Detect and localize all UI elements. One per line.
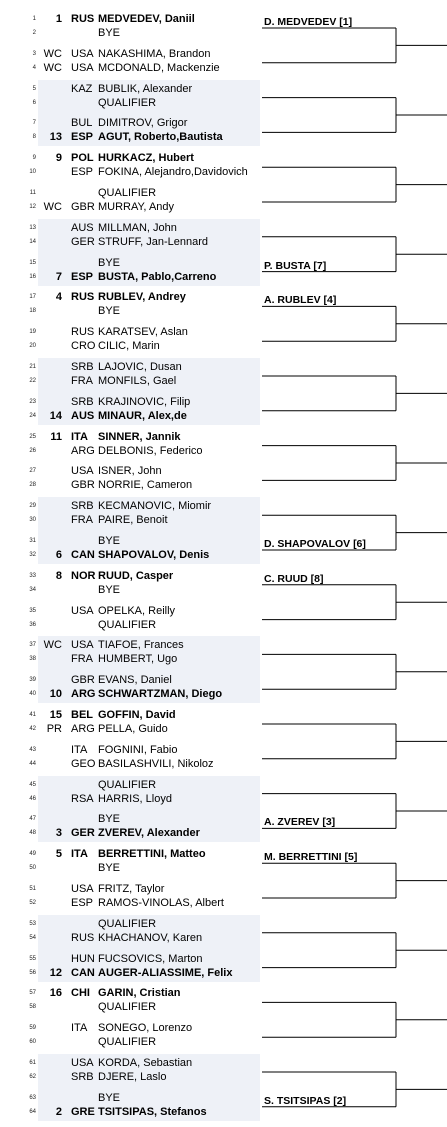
seed-number: 3	[55, 827, 62, 840]
draw-position: 52	[29, 900, 36, 906]
draw-position: 39	[29, 677, 36, 684]
country-code: AUS	[71, 409, 95, 422]
country-code: KAZ	[71, 82, 93, 95]
draw-position: 38	[29, 656, 36, 663]
country-code: ARG	[71, 723, 95, 735]
draw-position: 16	[29, 273, 36, 280]
country-code: GEO	[71, 757, 96, 770]
seed-number: 12	[49, 966, 62, 979]
draw-position: 22	[29, 378, 36, 384]
second-round-entry: C. RUUD [8]	[264, 572, 324, 585]
player-name: BASILASHVILI, Nikoloz	[98, 757, 214, 770]
player-name: BYE	[98, 27, 121, 39]
draw-position: 41	[29, 712, 36, 718]
country-code: GBR	[71, 674, 95, 687]
draw-position: 6	[32, 99, 36, 106]
player-name: RUBLEV, Andrey	[98, 291, 186, 304]
player-name: ISNER, John	[98, 465, 162, 478]
country-code: USA	[71, 465, 94, 478]
seed-number: 10	[49, 688, 62, 701]
player-name: TSITSIPAS, Stefanos	[98, 1105, 207, 1118]
country-code: CAN	[71, 549, 95, 561]
country-code: POL	[71, 152, 94, 165]
player-name: FOKINA, Alejandro,Davidovich	[98, 166, 248, 179]
country-code: GRE	[71, 1105, 95, 1118]
seed-number: 2	[55, 1105, 62, 1118]
second-round-entry: S. TSITSIPAS [2]	[264, 1094, 347, 1107]
player-name: KECMANOVIC, Miomir	[98, 500, 212, 513]
draw-position: 61	[29, 1060, 36, 1066]
player-name: DELBONIS, Federico	[98, 444, 203, 457]
draw-position: 54	[29, 934, 36, 941]
draw-position: 4	[32, 64, 36, 71]
draw-position: 35	[29, 607, 36, 614]
player-name: OPELKA, Reilly	[98, 604, 176, 617]
player-name: DIMITROV, Grigor	[98, 117, 188, 130]
draw-position: 23	[29, 398, 36, 405]
seed-number: 15	[49, 709, 62, 721]
draw-position: 57	[29, 990, 36, 997]
player-name: KARATSEV, Aslan	[98, 326, 188, 339]
player-name: FUCSOVICS, Marton	[98, 952, 203, 965]
country-code: SRB	[71, 500, 94, 513]
player-name: FRITZ, Taylor	[98, 883, 165, 895]
draw-position: 47	[29, 816, 36, 823]
entry-status: WC	[43, 639, 62, 652]
player-name: PELLA, Guido	[98, 723, 168, 735]
player-name: GOFFIN, David	[98, 709, 176, 721]
player-name: MEDVEDEV, Daniil	[98, 13, 195, 25]
country-code: SRB	[71, 395, 94, 408]
player-name: BUSTA, Pablo,Carreno	[98, 270, 217, 283]
country-code: RUS	[71, 291, 95, 304]
seed-number: 13	[49, 131, 62, 144]
entry-status: WC	[43, 201, 62, 213]
entry-status: WC	[43, 61, 62, 74]
draw-position: 32	[29, 552, 36, 558]
country-code: CAN	[71, 966, 95, 979]
country-code: SRB	[71, 361, 94, 373]
country-code: USA	[71, 604, 94, 617]
player-name: QUALIFIER	[98, 618, 157, 631]
draw-position: 43	[29, 746, 36, 753]
country-code: ITA	[71, 1022, 88, 1035]
player-name: RAMOS-VINOLAS, Albert	[98, 897, 224, 909]
player-name: QUALIFIER	[98, 96, 157, 109]
country-code: NOR	[71, 569, 96, 582]
draw-position: 45	[29, 781, 36, 788]
player-name: ZVEREV, Alexander	[98, 827, 200, 840]
draw-position: 63	[29, 1094, 36, 1101]
draw-position: 36	[29, 621, 36, 628]
country-code: GER	[71, 235, 95, 248]
player-name: BYE	[98, 813, 121, 826]
country-code: BUL	[71, 117, 93, 130]
country-code: USA	[71, 47, 94, 60]
country-code: ESP	[71, 270, 94, 283]
country-code: RUS	[71, 326, 95, 339]
player-name: KORDA, Sebastian	[98, 1057, 193, 1069]
country-code: GER	[71, 827, 95, 840]
player-name: BYE	[98, 256, 121, 269]
country-code: ITA	[71, 848, 88, 861]
country-code: CRO	[71, 340, 96, 353]
draw-position: 18	[29, 308, 36, 315]
draw-position: 7	[32, 120, 36, 127]
draw-position: 8	[32, 134, 36, 141]
player-name: BERRETTINI, Matteo	[98, 848, 206, 861]
player-name: MILLMAN, John	[98, 221, 177, 234]
seed-number: 11	[50, 430, 62, 443]
seed-number: 7	[55, 270, 62, 283]
draw-position: 17	[29, 294, 36, 301]
draw-position: 40	[29, 691, 36, 698]
draw-position: 34	[29, 586, 36, 593]
draw-position: 26	[29, 447, 36, 454]
country-code: CHI	[71, 987, 90, 1000]
seed-number: 8	[55, 569, 62, 582]
seed-number: 1	[55, 13, 62, 25]
player-name: RUUD, Casper	[98, 569, 174, 582]
draw-position: 51	[29, 886, 36, 892]
draw-position: 12	[29, 204, 36, 210]
draw-position: 10	[29, 169, 36, 176]
entry-status: WC	[43, 47, 62, 60]
country-code: FRA	[71, 653, 93, 666]
country-code: ARG	[71, 444, 95, 457]
country-code: USA	[71, 1057, 94, 1069]
player-name: BYE	[98, 583, 121, 596]
seed-number: 4	[55, 291, 62, 304]
player-name: HURKACZ, Hubert	[98, 152, 194, 165]
seed-number: 16	[49, 987, 62, 1000]
country-code: ARG	[71, 688, 96, 701]
draw-position: 20	[29, 343, 36, 350]
player-name: MCDONALD, Mackenzie	[98, 61, 220, 74]
seed-number: 6	[55, 549, 62, 561]
player-name: CILIC, Marin	[98, 340, 160, 353]
player-name: NORRIE, Cameron	[98, 479, 193, 492]
country-code: RUS	[71, 931, 95, 944]
player-name: MINAUR, Alex,de	[98, 409, 187, 422]
second-round-entry: P. BUSTA [7]	[264, 259, 327, 272]
player-name: BYE	[98, 1091, 121, 1104]
seed-number: 5	[55, 848, 62, 861]
draw-position: 46	[29, 795, 36, 802]
country-code: USA	[71, 883, 94, 895]
country-code: ESP	[71, 131, 94, 144]
draw-position: 44	[29, 760, 36, 767]
country-code: ITA	[71, 743, 88, 756]
player-name: KRAJINOVIC, Filip	[98, 395, 191, 408]
draw-position: 48	[29, 830, 36, 837]
second-round-entry: D. SHAPOVALOV [6]	[264, 538, 366, 550]
player-name: NAKASHIMA, Brandon	[98, 47, 211, 60]
player-name: QUALIFIER	[98, 187, 157, 199]
draw-position: 58	[29, 1004, 36, 1011]
draw-position: 49	[29, 851, 36, 858]
player-name: HUMBERT, Ugo	[98, 653, 178, 666]
player-name: AUGER-ALIASSIME, Felix	[98, 966, 233, 979]
player-name: QUALIFIER	[98, 1036, 157, 1049]
player-name: SHAPOVALOV, Denis	[98, 549, 210, 561]
country-code: ESP	[71, 897, 94, 909]
draw-position: 37	[29, 642, 36, 649]
draw-position: 15	[29, 259, 36, 266]
country-code: ESP	[71, 166, 94, 179]
draw-position: 5	[32, 85, 36, 92]
player-name: TIAFOE, Frances	[98, 639, 184, 652]
player-name: DJERE, Laslo	[98, 1071, 167, 1083]
draw-position: 59	[29, 1025, 36, 1032]
player-name: QUALIFIER	[98, 778, 157, 791]
draw-position: 50	[29, 865, 36, 872]
draw-position: 3	[32, 50, 36, 57]
player-name: SINNER, Jannik	[98, 430, 181, 443]
draw-position: 53	[29, 920, 36, 927]
second-round-entry: A. RUBLEV [4]	[264, 294, 337, 307]
player-name: QUALIFIER	[98, 1001, 157, 1014]
draw-position: 33	[29, 572, 36, 579]
entry-status: PR	[46, 723, 62, 735]
player-name: BYE	[98, 535, 121, 547]
draw-position: 62	[29, 1074, 36, 1080]
country-code: SRB	[71, 1071, 94, 1083]
draw-position: 60	[29, 1039, 36, 1046]
country-code: BEL	[71, 709, 93, 721]
player-name: STRUFF, Jan-Lennard	[98, 235, 209, 248]
seed-number: 14	[49, 409, 62, 422]
player-name: SONEGO, Lorenzo	[98, 1022, 193, 1035]
draw-position: 25	[29, 433, 36, 440]
player-name: SCHWARTZMAN, Diego	[98, 688, 223, 701]
draw-position: 27	[29, 468, 36, 475]
draw-position: 13	[29, 224, 36, 231]
country-code: RUS	[71, 13, 95, 25]
country-code: FRA	[71, 514, 93, 527]
draw-position: 14	[29, 238, 36, 245]
player-name: FOGNINI, Fabio	[98, 743, 178, 756]
draw-position: 55	[29, 955, 36, 962]
player-name: AGUT, Roberto,Bautista	[98, 131, 223, 144]
draw-position: 30	[29, 517, 36, 524]
country-code: GBR	[71, 479, 95, 492]
draw-position: 42	[29, 726, 36, 732]
country-code: FRA	[71, 375, 93, 387]
player-name: MURRAY, Andy	[98, 201, 175, 213]
draw-position: 29	[29, 503, 36, 510]
draw-position: 2	[32, 30, 36, 36]
player-name: GARIN, Cristian	[98, 987, 181, 1000]
draw-position: 9	[32, 155, 36, 162]
player-name: BYE	[98, 305, 121, 318]
seed-number: 9	[55, 152, 62, 165]
country-code: ITA	[71, 430, 88, 443]
draw-position: 56	[29, 969, 36, 976]
country-code: USA	[71, 639, 94, 652]
country-code: AUS	[71, 221, 94, 234]
draw-position: 31	[29, 538, 36, 544]
country-code: RSA	[71, 792, 94, 805]
second-round-entry: M. BERRETTINI [5]	[264, 851, 358, 864]
player-name: BUBLIK, Alexander	[98, 82, 193, 95]
second-round-entry: A. ZVEREV [3]	[264, 816, 336, 829]
player-name: KHACHANOV, Karen	[98, 931, 203, 944]
player-name: PAIRE, Benoit	[98, 514, 168, 527]
player-name: EVANS, Daniel	[98, 674, 172, 687]
player-name: HARRIS, Lloyd	[98, 792, 172, 805]
draw-position: 64	[29, 1108, 36, 1115]
draw-position: 1	[32, 16, 36, 22]
player-name: MONFILS, Gael	[98, 375, 177, 387]
draw-position: 11	[29, 190, 36, 196]
draw-position: 24	[29, 412, 36, 419]
draw-position: 28	[29, 482, 36, 489]
country-code: GBR	[71, 201, 95, 213]
player-name: BYE	[98, 862, 121, 875]
draw-position: 21	[29, 364, 36, 370]
player-name: LAJOVIC, Dusan	[98, 361, 182, 373]
country-code: USA	[71, 61, 94, 74]
draw-position: 19	[29, 329, 36, 336]
player-name: QUALIFIER	[98, 917, 157, 930]
second-round-entry: D. MEDVEDEV [1]	[264, 16, 353, 28]
country-code: HUN	[71, 952, 95, 965]
